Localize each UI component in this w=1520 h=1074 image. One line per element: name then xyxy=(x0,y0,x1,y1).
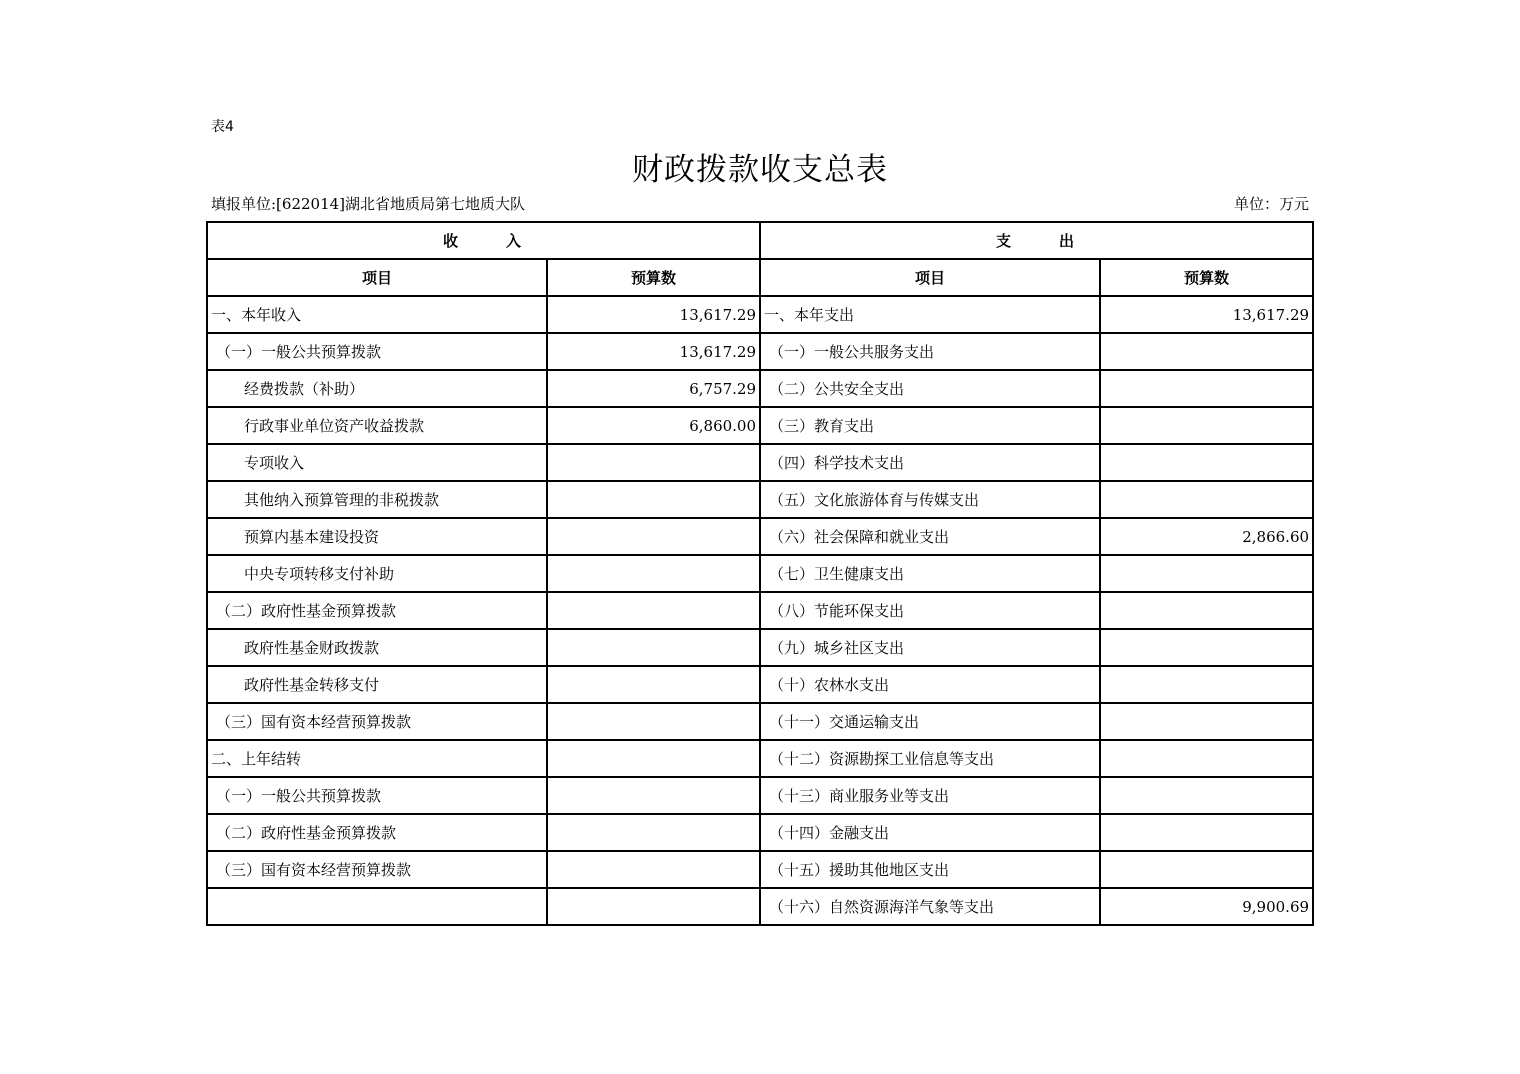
table-row xyxy=(207,666,1313,703)
income-item-cell: 行政事业单位资产收益拨款 xyxy=(207,407,547,444)
expense-item-cell: （四）科学技术支出 xyxy=(760,444,1100,481)
expense-budget-cell xyxy=(1100,777,1313,814)
expense-budget-cell xyxy=(1100,666,1313,703)
expense-item-cell: （十四）金融支出 xyxy=(760,814,1100,851)
income-item-cell: （二）政府性基金预算拨款 xyxy=(207,592,547,629)
expense-item-cell: 一、本年支出 xyxy=(760,296,1100,333)
money-unit: 单位：万元 xyxy=(1233,195,1309,213)
income-item-cell: 经费拨款（补助） xyxy=(207,370,547,407)
income-item-cell: 预算内基本建设投资 xyxy=(207,518,547,555)
income-item-cell: 专项收入 xyxy=(207,444,547,481)
income-item-cell: （三）国有资本经营预算拨款 xyxy=(207,703,547,740)
income-budget-cell: 6,757.29 xyxy=(547,370,760,407)
income-budget-cell xyxy=(547,703,760,740)
expense-budget-cell xyxy=(1100,814,1313,851)
income-budget-cell xyxy=(547,592,760,629)
table-row xyxy=(207,481,1313,518)
expense-budget-cell xyxy=(1100,740,1313,777)
income-budget-cell: 13,617.29 xyxy=(547,333,760,370)
expense-item-cell: （十三）商业服务业等支出 xyxy=(760,777,1100,814)
income-item-cell: （三）国有资本经营预算拨款 xyxy=(207,851,547,888)
income-item-cell: 中央专项转移支付补助 xyxy=(207,555,547,592)
income-budget-cell xyxy=(547,629,760,666)
budget-table xyxy=(206,221,1314,926)
table-row xyxy=(207,407,1313,444)
expense-item-cell: （三）教育支出 xyxy=(760,407,1100,444)
section-header-row xyxy=(207,222,1313,259)
table-number: 表4 xyxy=(211,119,234,135)
table-row xyxy=(207,518,1313,555)
income-item-cell: （一）一般公共预算拨款 xyxy=(207,777,547,814)
table-row xyxy=(207,888,1313,925)
expense-budget-cell xyxy=(1100,444,1313,481)
income-budget-cell xyxy=(547,555,760,592)
expense-item-cell: （十一）交通运输支出 xyxy=(760,703,1100,740)
expense-budget-cell xyxy=(1100,703,1313,740)
table-row xyxy=(207,703,1313,740)
expense-budget-cell xyxy=(1100,481,1313,518)
table-row xyxy=(207,851,1313,888)
income-budget-cell xyxy=(547,481,760,518)
income-budget-cell xyxy=(547,777,760,814)
income-budget-cell xyxy=(547,518,760,555)
expense-budget-cell xyxy=(1100,629,1313,666)
expense-budget-cell xyxy=(1100,851,1313,888)
expense-item-cell: （五）文化旅游体育与传媒支出 xyxy=(760,481,1100,518)
table-body xyxy=(207,296,1313,925)
expense-header: 支出 xyxy=(760,222,1313,259)
table-row xyxy=(207,592,1313,629)
expense-budget-cell xyxy=(1100,333,1313,370)
table-row xyxy=(207,814,1313,851)
income-budget-cell: 6,860.00 xyxy=(547,407,760,444)
expense-budget-cell: 13,617.29 xyxy=(1100,296,1313,333)
income-item-header: 项目 xyxy=(207,259,547,296)
income-item-cell: （一）一般公共预算拨款 xyxy=(207,333,547,370)
expense-item-cell: （十二）资源勘探工业信息等支出 xyxy=(760,740,1100,777)
income-budget-cell xyxy=(547,888,760,925)
income-item-cell: 政府性基金财政拨款 xyxy=(207,629,547,666)
expense-budget-cell xyxy=(1100,370,1313,407)
income-budget-cell: 13,617.29 xyxy=(547,296,760,333)
income-item-cell: 二、上年结转 xyxy=(207,740,547,777)
expense-budget-cell: 9,900.69 xyxy=(1100,888,1313,925)
table-row xyxy=(207,333,1313,370)
expense-item-cell: （一）一般公共服务支出 xyxy=(760,333,1100,370)
income-budget-cell xyxy=(547,851,760,888)
income-item-cell: 政府性基金转移支付 xyxy=(207,666,547,703)
expense-budget-cell: 2,866.60 xyxy=(1100,518,1313,555)
income-budget-cell xyxy=(547,740,760,777)
expense-budget-cell xyxy=(1100,555,1313,592)
expense-item-cell: （九）城乡社区支出 xyxy=(760,629,1100,666)
expense-budget-header: 预算数 xyxy=(1100,259,1313,296)
expense-budget-cell xyxy=(1100,592,1313,629)
filler-unit: 填报单位:[622014]湖北省地质局第七地质大队 xyxy=(211,195,526,213)
expense-item-cell: （十五）援助其他地区支出 xyxy=(760,851,1100,888)
income-budget-cell xyxy=(547,814,760,851)
page-title: 财政拨款收支总表 xyxy=(632,152,888,188)
expense-item-cell: （十）农林水支出 xyxy=(760,666,1100,703)
expense-item-cell: （二）公共安全支出 xyxy=(760,370,1100,407)
table-row xyxy=(207,555,1313,592)
table-row xyxy=(207,629,1313,666)
income-item-cell xyxy=(207,888,547,925)
table-row xyxy=(207,296,1313,333)
income-item-cell: （二）政府性基金预算拨款 xyxy=(207,814,547,851)
income-item-cell: 其他纳入预算管理的非税拨款 xyxy=(207,481,547,518)
income-budget-header: 预算数 xyxy=(547,259,760,296)
expense-item-header: 项目 xyxy=(760,259,1100,296)
expense-item-cell: （八）节能环保支出 xyxy=(760,592,1100,629)
income-budget-cell xyxy=(547,666,760,703)
expense-item-cell: （六）社会保障和就业支出 xyxy=(760,518,1100,555)
column-header-row xyxy=(207,259,1313,296)
table-row xyxy=(207,777,1313,814)
expense-item-cell: （十六）自然资源海洋气象等支出 xyxy=(760,888,1100,925)
income-item-cell: 一、本年收入 xyxy=(207,296,547,333)
income-header: 收入 xyxy=(207,222,760,259)
table-row xyxy=(207,444,1313,481)
income-budget-cell xyxy=(547,444,760,481)
table-row xyxy=(207,370,1313,407)
table-row xyxy=(207,740,1313,777)
expense-budget-cell xyxy=(1100,407,1313,444)
expense-item-cell: （七）卫生健康支出 xyxy=(760,555,1100,592)
